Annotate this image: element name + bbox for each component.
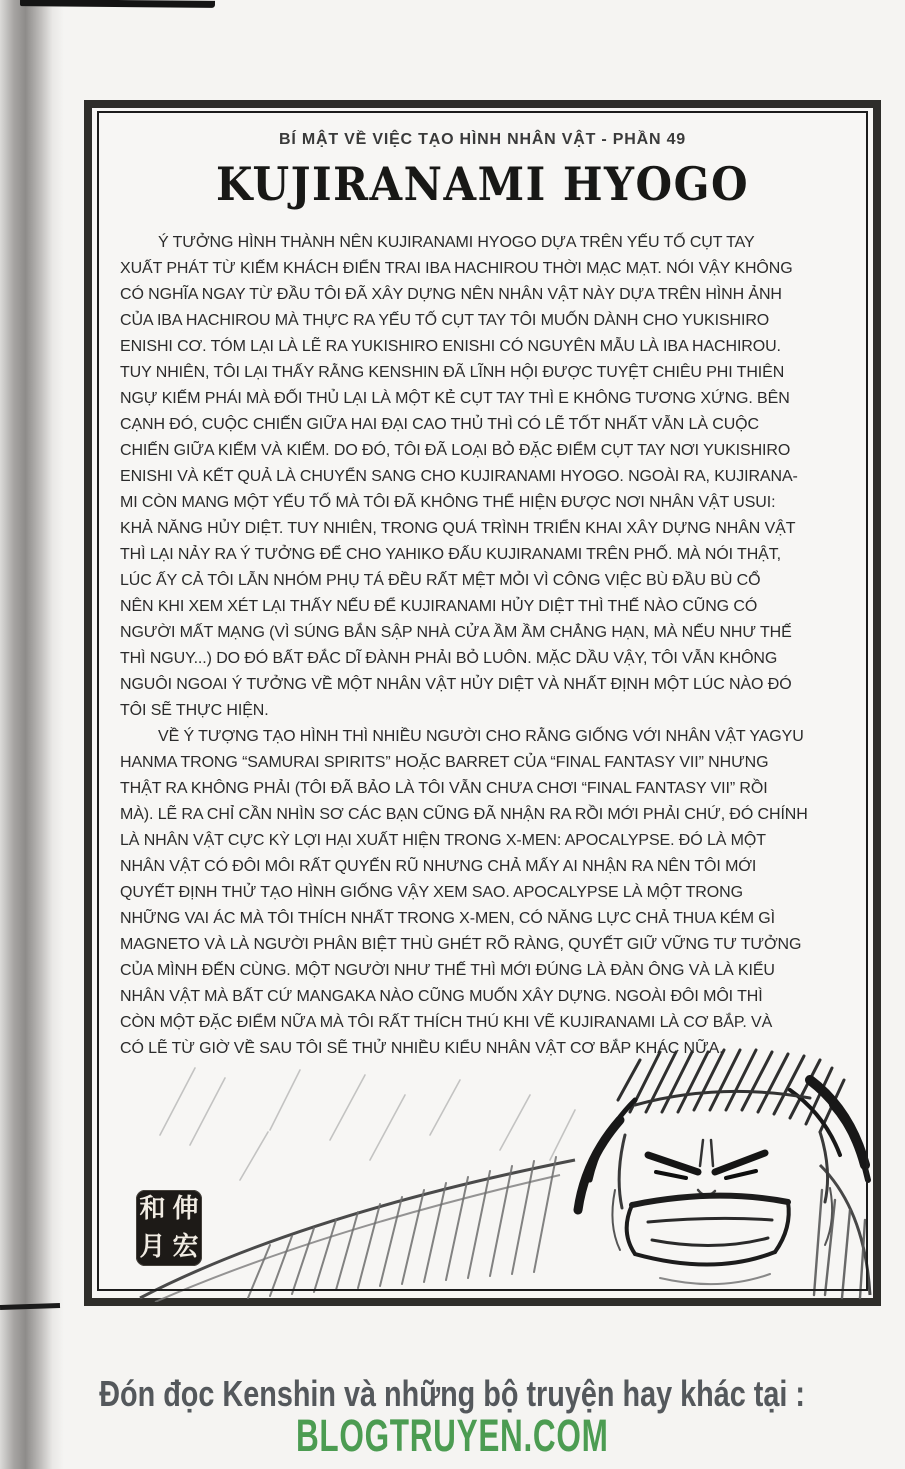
text-line: CỦA IBA HACHIROU MÀ THỰC RA YẾU TỐ CỤT TAY TÔI MUỐN DÀNH CHO YUKISHIRO [120,312,770,329]
text-line: THÌ NGUY...) DO ĐÓ BẤT ĐẮC DĨ ĐÀNH PHẢI BỎ LUÔN. MẶC DẦU VẬY, TÔI VẪN KHÔNG [120,650,778,667]
footer-site-name [0,1412,905,1460]
text-line: CÒN MỘT ĐẶC ĐIỂM NỮA MÀ TÔI RẤT THÍCH THÚ KHI VẼ KUJIRANAMI LÀ CƠ BẮP. VÀ [120,1014,773,1031]
text-line: CỦA MÌNH ĐẾN CÙNG. MỘT NGƯỜI NHƯ THẾ THÌ MỚI ĐÚNG LÀ ĐÀN ÔNG VÀ LÀ KIỂU [120,962,775,979]
text-line: Ý TƯỞNG HÌNH THÀNH NÊN KUJIRANAMI HYOGO DỰA TRÊN YẾU TỐ CỤT TAY [158,234,755,251]
author-seal-stamp [136,1190,202,1266]
article-title: KUJIRANAMI HYOGO [215,158,750,211]
text-line: TÔI SẼ THỰC HIỆN. [120,702,269,719]
text-line: CẠNH ĐÓ, CUỘC CHIẾN GIỮA HAI ĐẠI CAO THỦ THÌ CÓ LẼ TỐT NHẤT VẪN LÀ CUỘC [120,416,759,433]
seal-character: 和 [139,1194,166,1224]
footer-site-name-inner: BLOGTRUYEN.COM [296,1410,609,1461]
text-line: VỀ Ý TƯỢNG TẠO HÌNH THÌ NHIỀU NGƯỜI CHO RẰNG GIỐNG VỚI NHÂN VẬT YAGYU [158,728,804,745]
text-line: NGƯỜI MẤT MẠNG (VÌ SÚNG BẮN SẬP NHÀ CỬA ẦM ẦM CHẲNG HẠN, MÀ NẾU NHƯ THẾ [120,624,792,641]
text-line: CÓ LẼ TỪ GIỜ VỀ SAU TÔI SẼ THỬ NHIỀU KIỂU NHÂN VẬT CƠ BẮP KHÁC NỮA. [120,1040,724,1057]
text-line: NÊN KHI XEM XÉT LẠI THẤY NẾU ĐỂ KUJIRANAMI HỦY DIỆT THÌ THẾ NÀO CŨNG CÓ [120,598,758,615]
text-line: MI CÒN MANG MỘT YẾU TỐ MÀ TÔI ĐÃ KHÔNG THỂ HIỆN ĐƯỢC NƠI NHÂN VẬT USUI: [120,494,776,511]
text-line: QUYẾT ĐỊNH THỬ TẠO HÌNH GIỐNG VẬY XEM SAO. APOCALYPSE LÀ MỘT TRONG [120,884,743,901]
text-line: MÀ). LẼ RA CHỈ CẦN NHÌN SƠ CÁC BẠN CŨNG ĐÃ NHẬN RA RỒI MỚI PHẢI CHỨ, ĐÓ CHÍNH [120,806,808,823]
text-line: TUY NHIÊN, TÔI LẠI THẤY RẰNG KENSHIN ĐÃ LĨNH HỘI ĐƯỢC TUYỆT CHIÊU PHI THIÊN [120,364,785,381]
seal-character: 伸 [172,1194,199,1224]
text-line: CÓ NGHĨA NGAY TỪ ĐẦU TÔI ĐÃ XÂY DỰNG NÊN NHÂN VẬT NÀY DỰA TRÊN HÌNH ẢNH [120,286,782,303]
text-line: NHỮNG VAI ÁC MÀ TÔI THÍCH NHẤT TRONG X-MEN, CÓ NĂNG LỰC CHẢ THUA KÉM GÌ [120,910,775,927]
article-header: BÍ MẬT VỀ VIỆC TẠO HÌNH NHÂN VẬT - PHẦN 49 [279,131,686,148]
text-line: MAGNETO VÀ LÀ NGƯỜI PHÂN BIỆT THÙ GHÉT RÕ RÀNG, QUYẾT GIỮ VỮNG TƯ TƯỞNG [120,936,802,953]
text-line: KHẢ NĂNG HỦY DIỆT. TUY NHIÊN, TRONG QUÁ TRÌNH TRIỂN KHAI XÂY DỰNG NHÂN VẬT [120,520,796,537]
footer-promo-text-inner: Đón đọc Kenshin và những bộ truyện hay khác tại : [99,1373,806,1414]
text-line: ENISHI CƠ. TÓM LẠI LÀ LẼ RA YUKISHIRO ENISHI CÓ NGUYÊN MẪU LÀ IBA HACHIROU. [120,338,781,355]
seal-character: 宏 [172,1232,199,1262]
face-strokes [612,1091,832,1284]
paragraph-2 [120,724,860,1062]
text-line: LÀ NHÂN VẬT CỰC KỲ LỢI HẠI XUẤT HIỆN TRONG X-MEN: APOCALYPSE. ĐÓ LÀ MỘT [120,832,766,849]
footer-promo-text [0,1374,905,1414]
text-line: NHÂN VẬT CÓ ĐÔI MÔI RẤT QUYẾN RŨ NHƯNG CHẢ MẤY AI NHẬN RA NÊN TÔI MỚI [120,858,757,875]
text-line: HANMA TRONG “SAMURAI SPIRITS” HOẶC BARRET CỦA “FINAL FANTASY VII” NHƯNG [120,754,769,771]
text-line: THÌ LẠI NẢY RA Ý TƯỞNG ĐỂ CHO YAHIKO ĐẤU KUJIRANAMI TRÊN PHỐ. MÀ NÓI THẬT, [120,546,781,563]
text-line: NGUÔI NGOAI Ý TƯỞNG VỀ MỘT NHÂN VẬT HỦY DIỆT VÀ NHẤT ĐỊNH MỘT LÚC NÀO ĐÓ [120,676,792,693]
kujiranami-sketch-image [120,1040,876,1302]
text-line: NHÂN VẬT MÀ BẤT CỨ MANGAKA NÀO CŨNG MUỐN XÂY DỰNG. NGOÀI ĐÔI MÔI THÌ [120,988,763,1005]
seal-character: 月 [139,1232,166,1262]
shoulder-strokes [140,1157,870,1302]
article-body [120,230,860,1062]
book-spine-shadow [0,0,64,1469]
text-line: ENISHI VÀ KẾT QUẢ LÀ CHUYỂN SANG CHO KUJIRANAMI HYOGO. NGOÀI RA, KUJIRANA- [120,468,798,485]
text-line: THẬT RA KHÔNG PHẢI (TÔI ĐÃ BẢO LÀ TÔI VẪN CHƯA CHƠI “FINAL FANTASY VII” RỒI [120,780,768,797]
text-line: XUẤT PHÁT TỪ KIẾM KHÁCH ĐIỂN TRAI IBA HACHIROU THỜI MẠC MẠT. NÓI VẬY KHÔNG [120,260,793,277]
text-line: CHIẾN GIỮA KIẾM VÀ KIẾM. DO ĐÓ, TÔI ĐÃ LOẠI BỎ ĐẶC ĐIỂM CỤT TAY NƠI YUKISHIRO [120,442,791,459]
background-pencil-strokes [160,1068,575,1180]
text-line: LÚC ẤY CẢ TÔI LẪN NHÓM PHỤ TÁ ĐỀU RẤT MỆT MỎI VÌ CÔNG VIỆC BÙ ĐẦU BÙ CỔ [120,572,761,589]
text-line: NGỰ KIẾM PHÁI MÀ ĐỐI THỦ LẠI LÀ MỘT KẺ CỤT TAY THÌ E KHÔNG TƯƠNG XỨNG. BÊN [120,390,790,407]
paragraph-1 [120,230,860,724]
